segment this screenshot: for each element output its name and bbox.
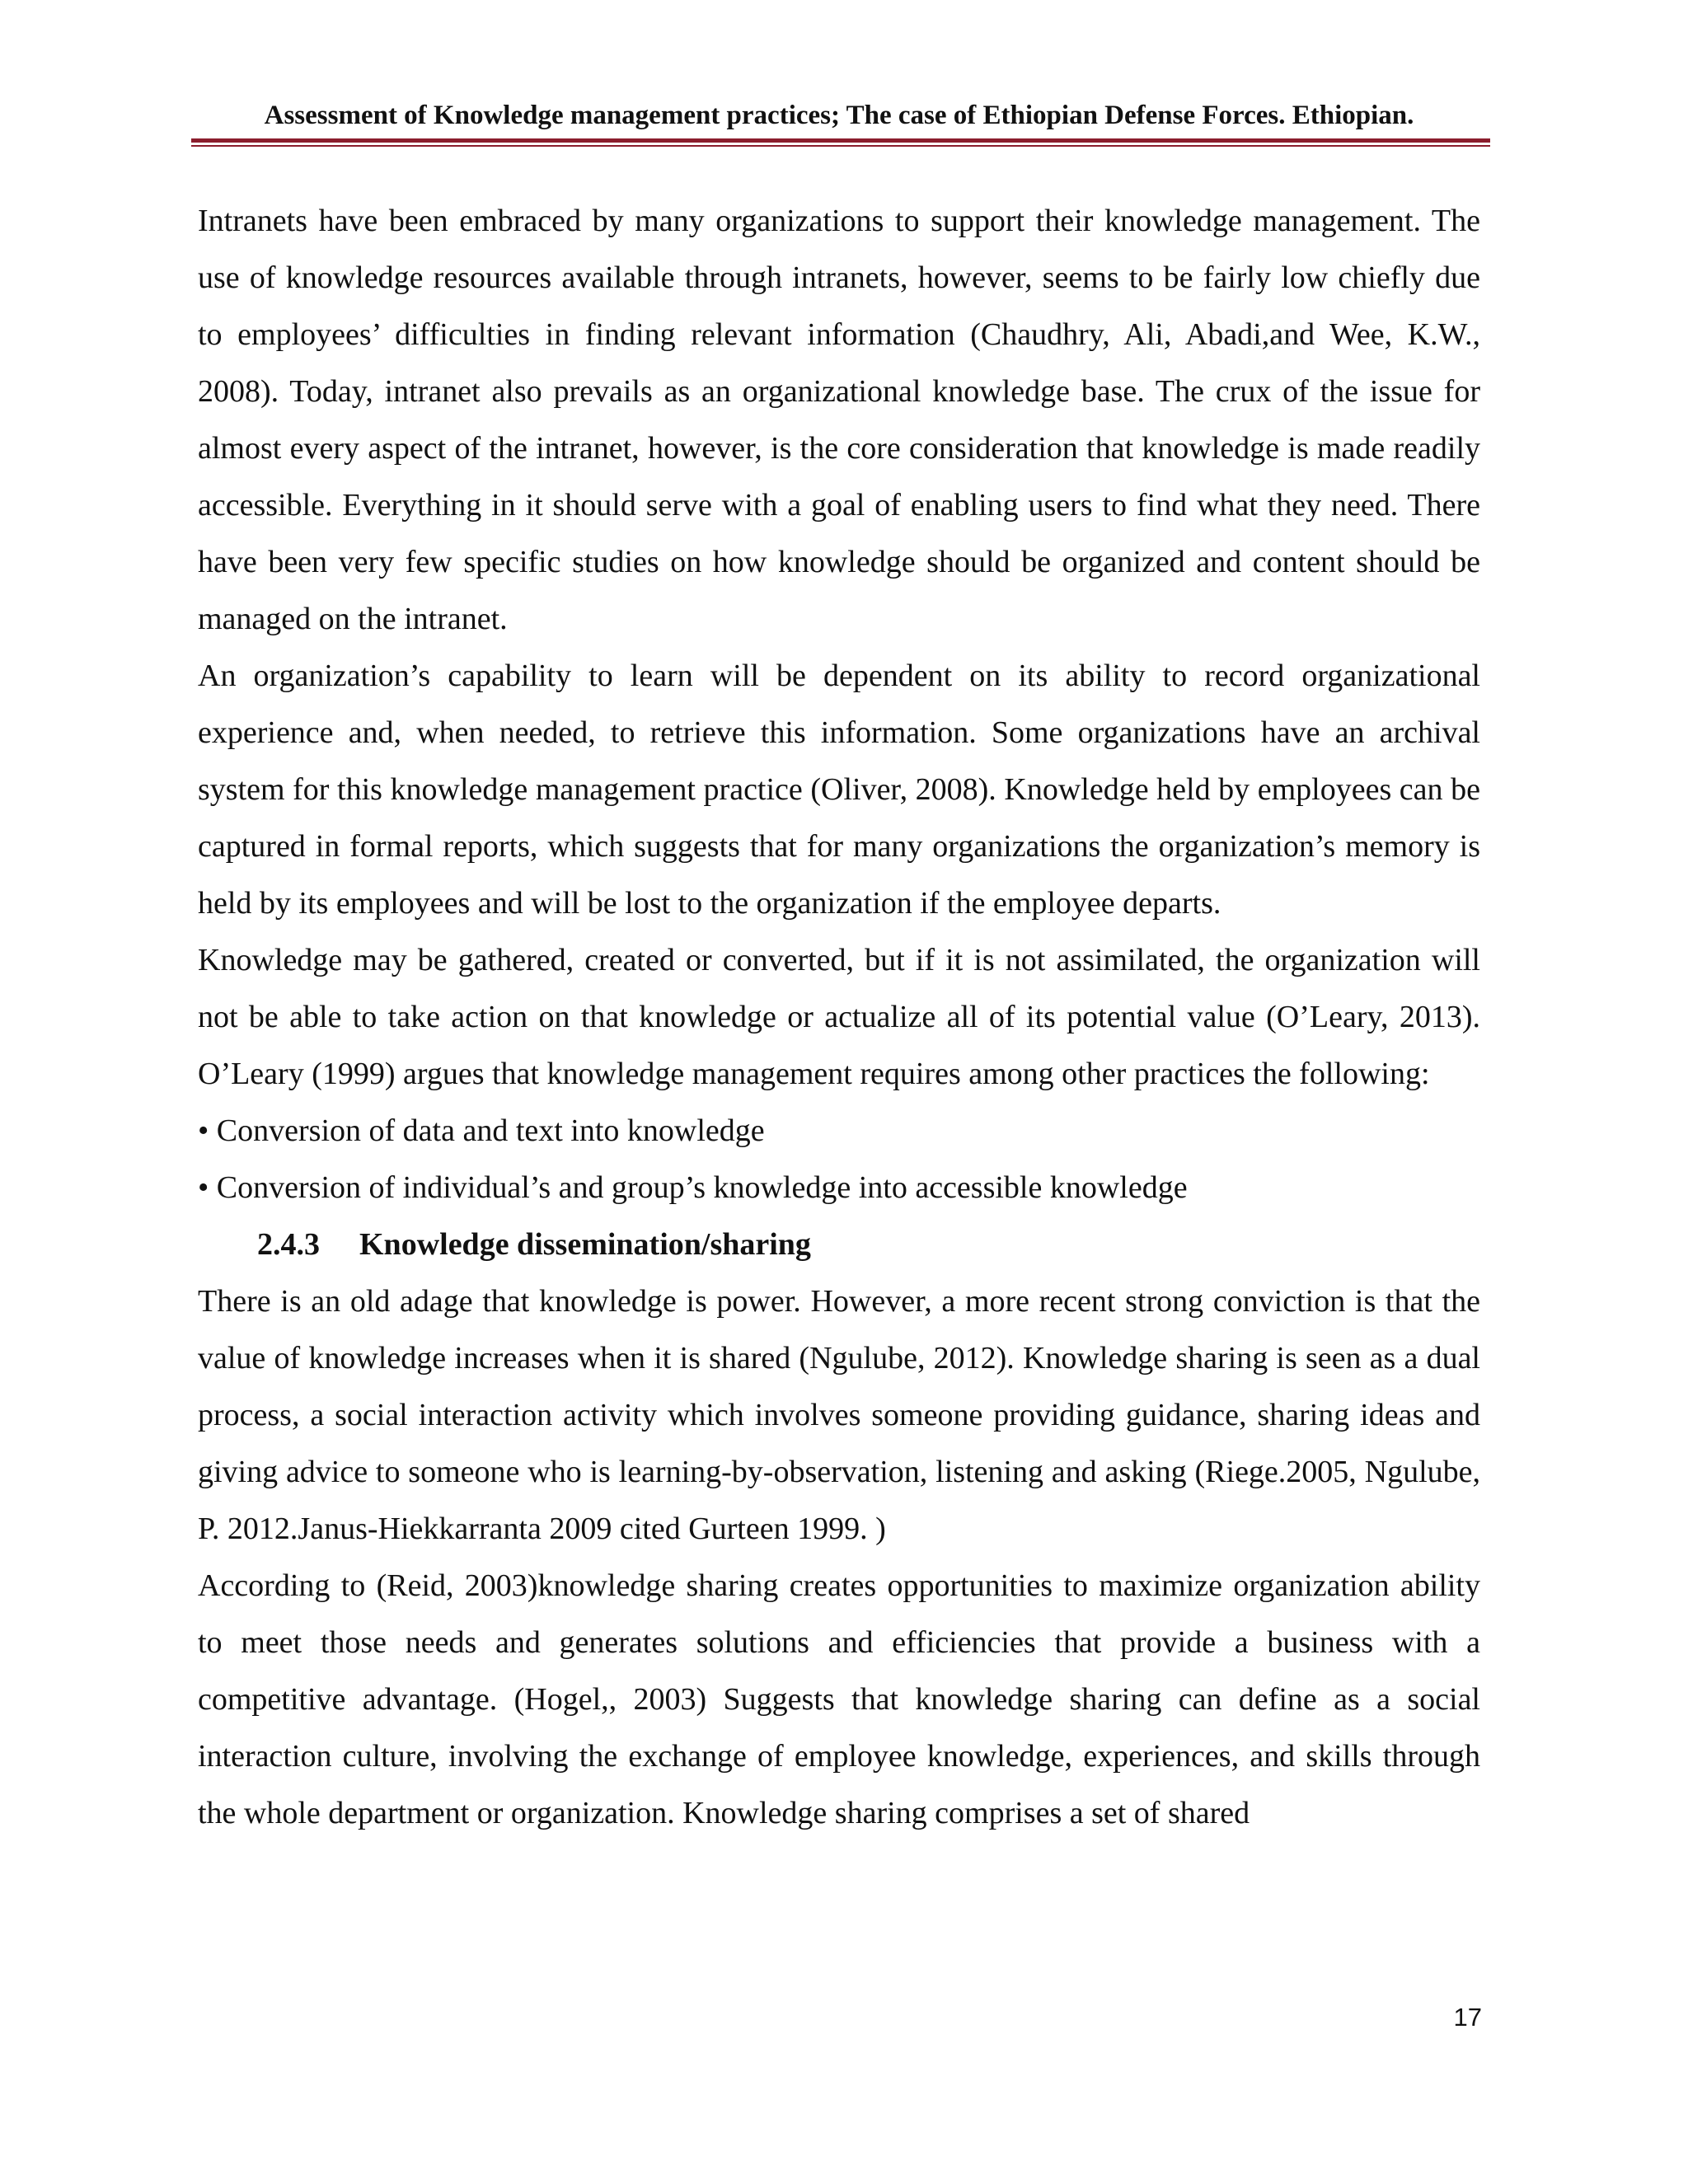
paragraph-organizational-learning: An organization’s capability to learn will be dependent on its ability to record organizational experience and, when needed, to retrieve this information. Some organizations have an archival system for this knowledge management practice (Oliver, 2008). Knowledge held by employees can be captured in formal reports, which suggests that for many organizations the organization’s memory is held by its employees and will be lost to the organization if the employee departs. [198,658,1480,921]
page-number: 17 [1453,2003,1482,2032]
header-rule-thin [191,145,1490,147]
paragraph-reid: According to (Reid, 2003)knowledge sharing creates opportunities to maximize organization ability to meet those needs and generates solutions and efficiencies that provide a business with a competitive advantage. (Hogel,, 2003) Suggests that knowledge sharing can define as a social interaction culture, involving the exchange of employee knowledge, experiences, and skills through the whole department or organization. Knowledge sharing comprises a set of shared [198,1568,1480,1830]
bullet-item: • Conversion of individual’s and group’s knowledge into accessible knowledge [198,1170,1188,1205]
section-number: 2.4.3 [257,1227,320,1262]
paragraph-knowledge-assimilation: Knowledge may be gathered, created or converted, but if it is not assimilated, the organization will not be able to take action on that knowledge or actualize all of its potential value (O’Leary, 2013). O’Leary (1999) argues that knowledge management requires among other practices the following: [198,943,1480,1091]
header-rule [191,138,1490,148]
paragraph-intranets: Intranets have been embraced by many organizations to support their knowledge management. The use of knowledge resources available through intranets, however, seems to be fairly low chiefly due to employees’ difficulties in finding relevant information (Chaudhry, Ali, Abadi,and Wee, K.W., 2008). Today, intranet also prevails as an organizational knowledge base. The crux of the issue for almost every aspect of the intranet, however, is the core consideration that knowledge is made readily accessible. Everything in it should serve with a goal of enabling users to find what they need. There have been very few specific studies on how knowledge should be organized and content should be managed on the intranet. [198,204,1480,636]
header-rule-thick [191,138,1490,143]
body-text [198,193,1480,1842]
section-heading [198,1216,1480,1273]
running-header: Assessment of Knowledge management practices; The case of Ethiopian Defense Forces. Ethiopian. [264,101,1414,130]
bullet-item: • Conversion of data and text into knowledge [198,1113,765,1148]
section-title: Knowledge dissemination/sharing [359,1227,811,1262]
paragraph-knowledge-sharing: There is an old adage that knowledge is power. However, a more recent strong conviction is that the value of knowledge increases when it is shared (Ngulube, 2012). Knowledge sharing is seen as a dual process, a social interaction activity which involves someone providing guidance, sharing ideas and giving advice to someone who is learning-by-observation, listening and asking (Riege.2005, Ngulube, P. 2012.Janus-Hiekkarranta 2009 cited Gurteen 1999. ) [198,1284,1480,1546]
